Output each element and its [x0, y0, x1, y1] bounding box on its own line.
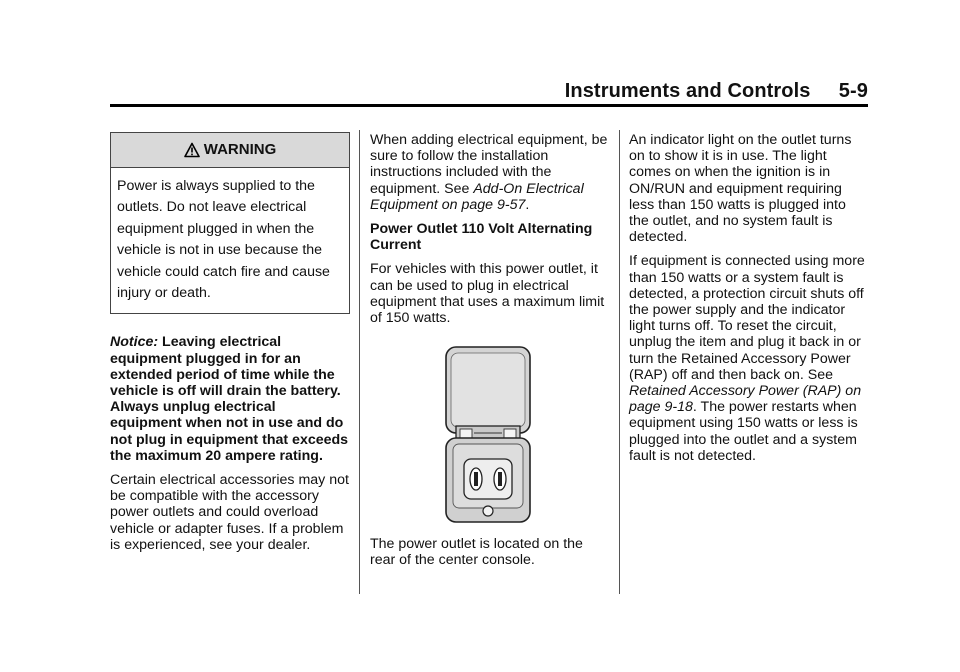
power-outlet-caption: The power outlet is located on the rear of the center console. — [370, 536, 583, 569]
page-header — [110, 78, 868, 107]
warning-header — [111, 133, 349, 168]
caption-block — [370, 536, 608, 576]
notice-paragraph — [110, 334, 350, 464]
add-on-reference[interactable]: Add-On Electrical Equipment on page 9-57 — [370, 180, 584, 213]
rap-reference[interactable]: Retained Accessory Power (RAP) on page 9-18 — [629, 383, 862, 416]
header-title — [565, 80, 868, 103]
column-3 — [629, 132, 869, 472]
indicator-light-paragraph: An indicator light on the outlet turns on to show it is in use. The light comes on when the ignition is in ON/RUN and equipment requiring less than 150 watts is plugged into the outlet, and no system fault is detected. — [629, 132, 852, 246]
warning-title: WARNING — [203, 140, 277, 158]
page-number: 5-9 — [838, 80, 868, 102]
accessories-paragraph: Certain electrical accessories may not be compatible with the accessory power outlets and could overload vehicle or adapter fuses. If a problem is experienced, see your dealer. — [110, 472, 349, 553]
add-on-text: When adding electrical equipment, be sure to follow the installation instructions included with the equipment. See — [370, 132, 608, 197]
notice-text: Leaving electrical equipment plugged in for an extended period of time while the vehicle is off will drain the battery. Always unplug electrical equipment when not in use and do not plug in equipment that exceeds the maximum 20 ampere rating. — [110, 334, 349, 464]
protection-end: . The power restarts when equipment using 150 watts or less is plugged into the outlet and a system fault is not detected. — [629, 399, 858, 464]
power-outlet-icon — [442, 344, 534, 526]
warning-triangle-icon — [184, 142, 200, 158]
protection-circuit-paragraph — [629, 253, 869, 464]
column-1 — [110, 132, 350, 561]
section-title: Instruments and Controls — [564, 80, 811, 102]
power-outlet-subheading: Power Outlet 110 Volt Alternating Current — [370, 221, 593, 254]
warning-box — [110, 132, 350, 314]
protection-text: If equipment is connected using more than 150 watts or a system fault is detected, a protection circuit shuts off the power supply and the indicator light turns off. To reset the circuit, unplug the item and plug it back in or turn the Retained Accessory Power (RAP) off and then back on. See — [629, 253, 865, 383]
notice-label: Notice: — [110, 334, 159, 351]
add-on-end: . — [525, 196, 530, 213]
add-on-paragraph — [370, 132, 608, 213]
column-2 — [370, 132, 608, 334]
warning-text: Power is always supplied to the outlets. Do not leave electrical equipment plugged in when the vehicle is not in use because the vehicle could catch fire and cause injury or death. — [117, 178, 330, 302]
column-divider-1 — [359, 130, 360, 594]
column-divider-2 — [619, 130, 620, 594]
power-outlet-illustration — [442, 344, 534, 526]
power-outlet-paragraph: For vehicles with this power outlet, it can be used to plug in electrical equipment that uses a maximum limit of 150 watts. — [370, 261, 605, 327]
